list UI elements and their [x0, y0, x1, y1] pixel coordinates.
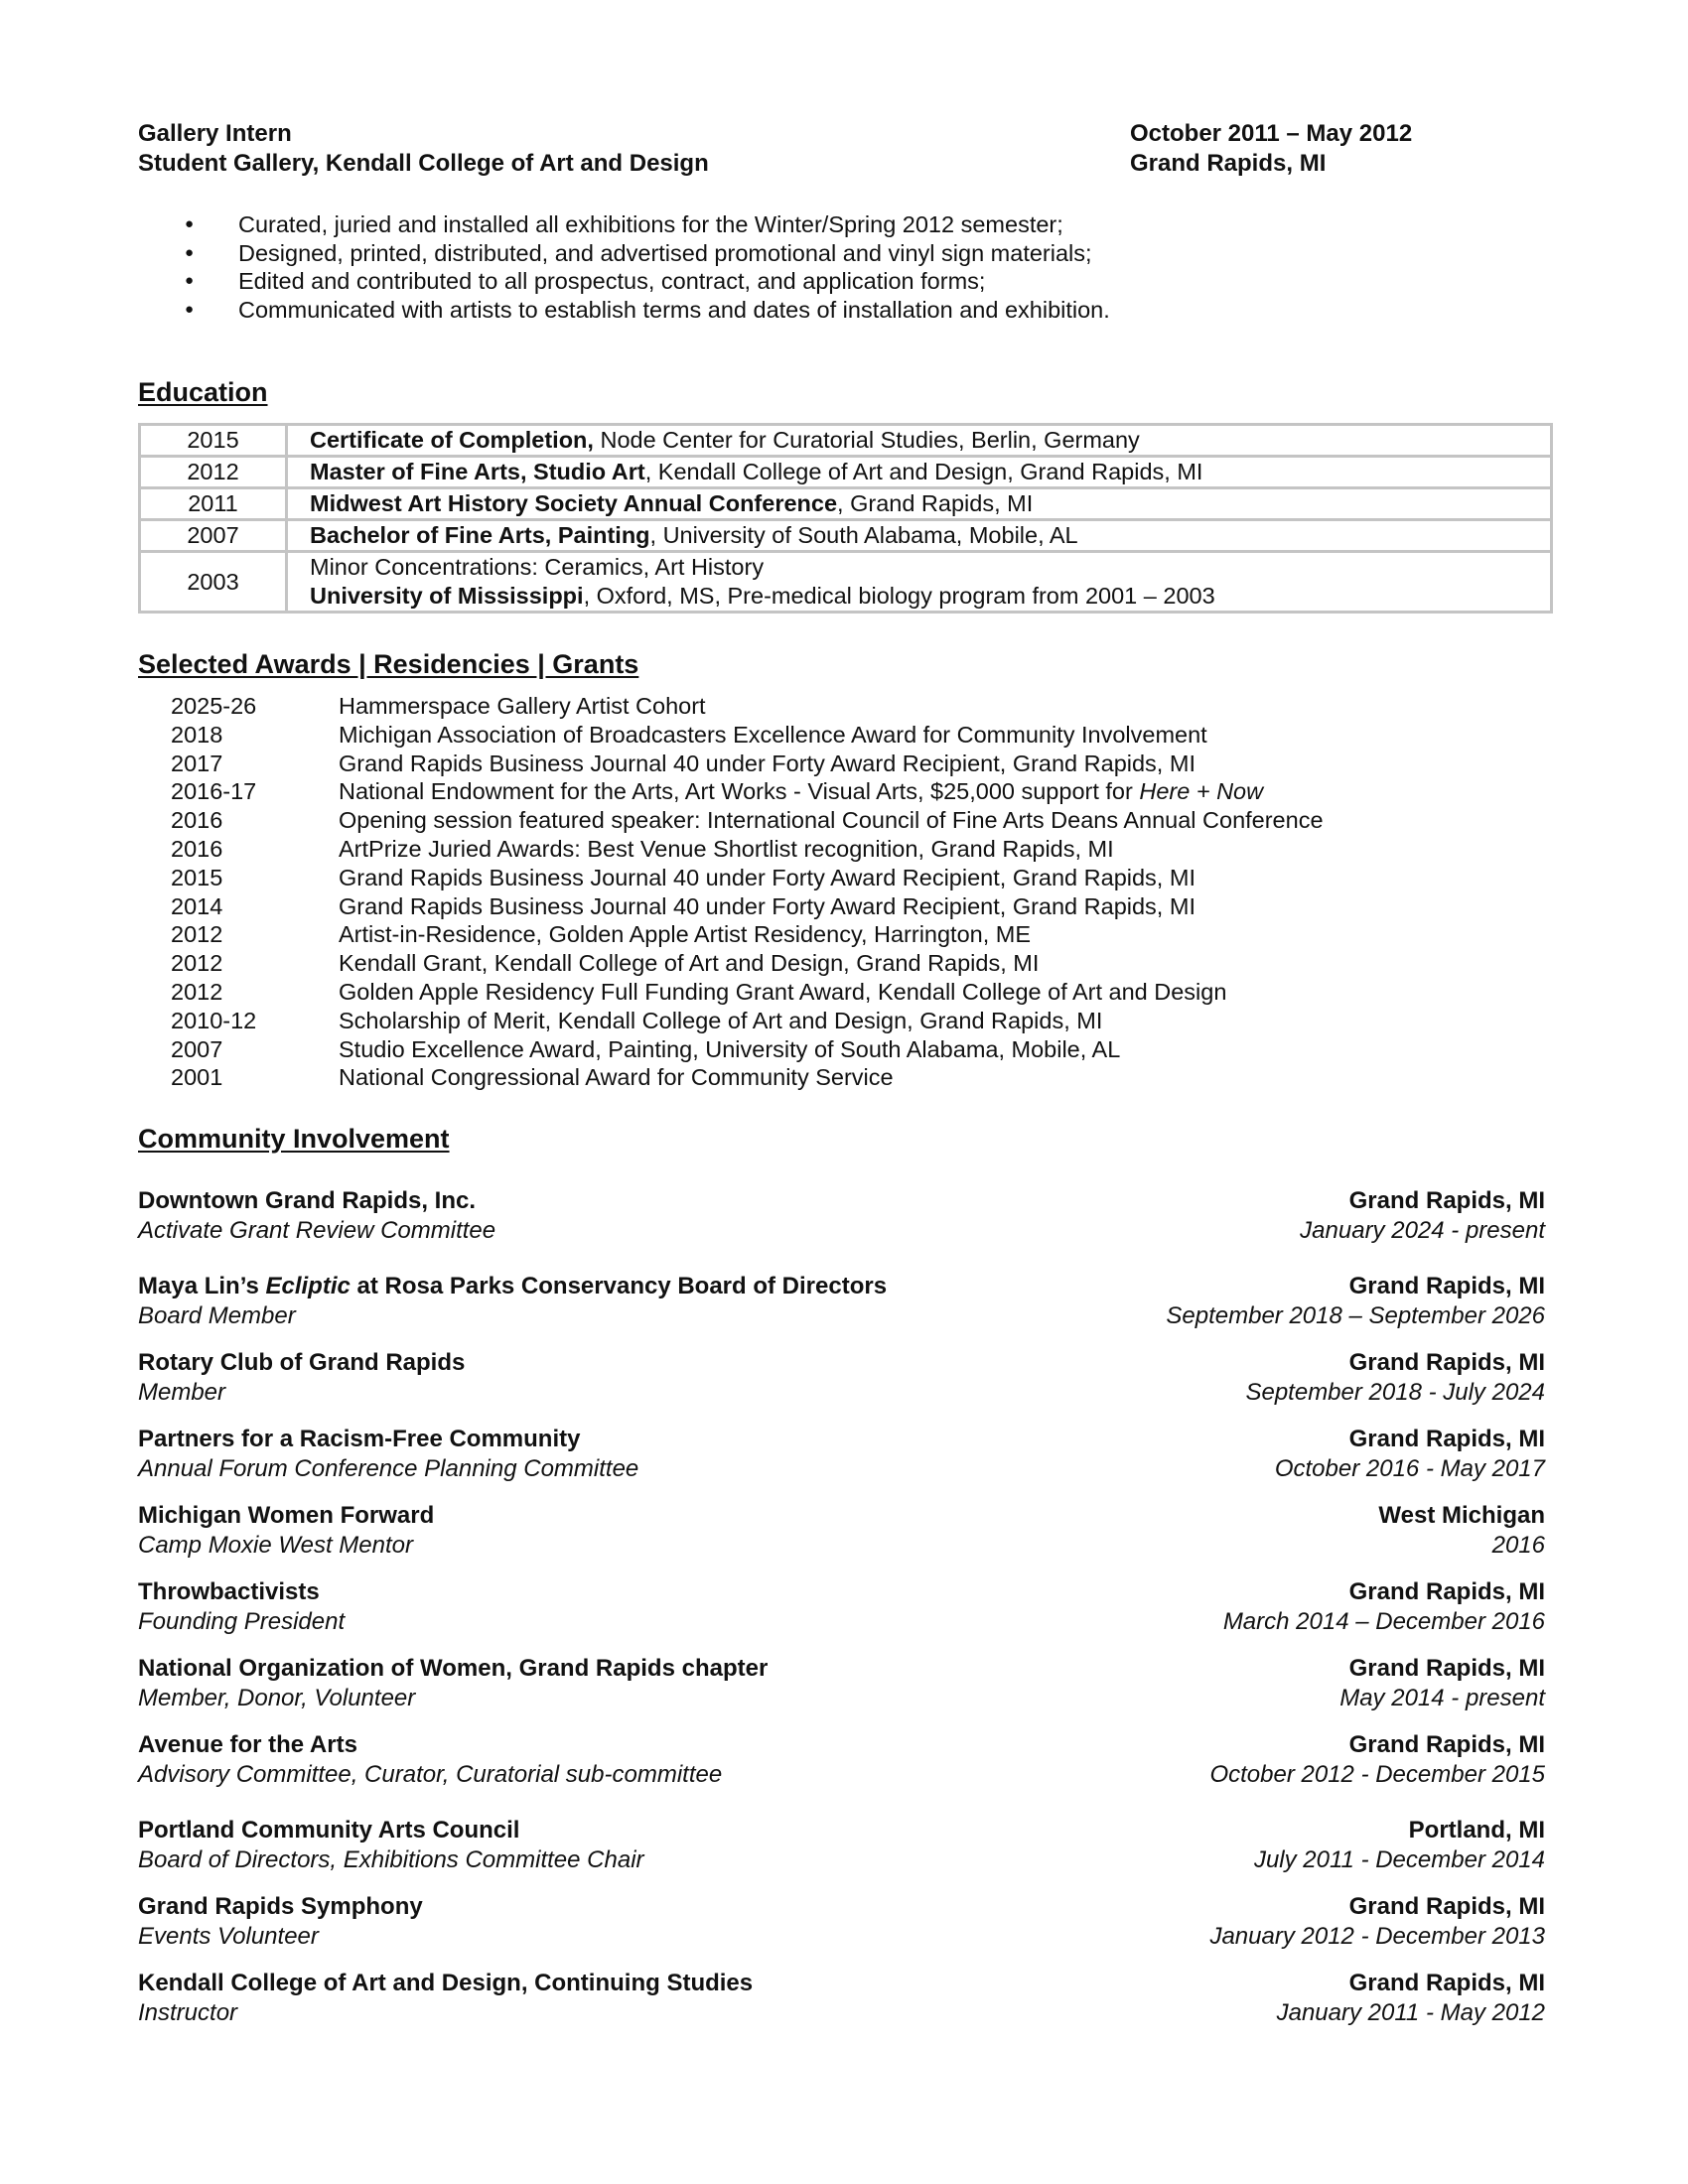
- award-year: 2016-17: [171, 778, 257, 805]
- award-text: Opening session featured speaker: International Council of Fine Arts Deans Annual Conference: [339, 807, 1324, 834]
- community-role: Board of Directors, Exhibitions Committee Chair: [138, 1845, 644, 1873]
- community-entry-header: [138, 1425, 1545, 1454]
- award-year: 2007: [171, 1035, 223, 1062]
- award-text: [339, 777, 1263, 806]
- community-org: Grand Rapids Symphony: [138, 1893, 423, 1920]
- community-dates: May 2014 - present: [1339, 1684, 1545, 1711]
- community-role: Camp Moxie West Mentor: [138, 1531, 413, 1559]
- award-row: [171, 777, 1324, 806]
- community-entry-header: [138, 1501, 1545, 1531]
- community-location: West Michigan: [1378, 1502, 1545, 1529]
- community-role: Annual Forum Conference Planning Committee: [138, 1454, 639, 1482]
- community-location: Grand Rapids, MI: [1348, 1970, 1545, 1996]
- education-degree: Bachelor of Fine Arts, Painting: [310, 522, 650, 548]
- education-desc: [288, 458, 1550, 489]
- award-year: 2017: [171, 750, 223, 776]
- education-heading: Education: [138, 377, 268, 407]
- award-text: Artist-in-Residence, Golden Apple Artist Residency, Harrington, ME: [339, 921, 1032, 948]
- community-entry-header: [138, 1816, 1545, 1845]
- education-year: 2012: [141, 458, 288, 489]
- award-year: 2015: [171, 864, 223, 890]
- education-year: 2015: [141, 426, 288, 458]
- community-entry-header: [138, 1969, 1545, 1998]
- community-role: Board Member: [138, 1301, 296, 1329]
- community-entry: [138, 1348, 1545, 1407]
- award-text: Studio Excellence Award, Painting, University of South Alabama, Mobile, AL: [339, 1035, 1121, 1062]
- community-entry-header: [138, 1348, 1545, 1378]
- education-detail: , University of South Alabama, Mobile, AL: [649, 522, 1078, 548]
- community-role: Activate Grant Review Committee: [138, 1216, 496, 1244]
- job-header-right: [1130, 119, 1412, 179]
- community-entry: [138, 1425, 1545, 1483]
- award-text: Kendall Grant, Kendall College of Art and Design, Grand Rapids, MI: [339, 950, 1040, 977]
- award-year: 2025-26: [171, 693, 257, 719]
- award-text-main: National Endowment for the Arts, Art Works - Visual Arts, $25,000 support for: [339, 778, 1140, 805]
- community-location: Grand Rapids, MI: [1348, 1893, 1545, 1920]
- community-entry: [138, 1501, 1545, 1560]
- education-degree: Master of Fine Arts, Studio Art: [310, 459, 645, 484]
- education-year: 2007: [141, 521, 288, 553]
- award-text: ArtPrize Juried Awards: Best Venue Shortlist recognition, Grand Rapids, MI: [339, 835, 1114, 862]
- community-entry-sub: [138, 1998, 1545, 2028]
- community-entry: [138, 1272, 1545, 1330]
- community-entry-header: [138, 1272, 1545, 1301]
- community-org: Portland Community Arts Council: [138, 1817, 520, 1843]
- award-year: 2012: [171, 978, 223, 1005]
- award-text: Michigan Association of Broadcasters Excellence Award for Community Involvement: [339, 721, 1207, 748]
- community-org: Kendall College of Art and Design, Continuing Studies: [138, 1970, 754, 1996]
- community-org: Partners for a Racism-Free Community: [138, 1426, 581, 1452]
- community-entry-header: [138, 1186, 1545, 1216]
- community-entry-sub: [138, 1531, 1545, 1561]
- community-org: Avenue for the Arts: [138, 1731, 357, 1758]
- education-row: [141, 426, 1550, 458]
- education-desc: [288, 489, 1550, 521]
- award-row: [171, 978, 1324, 1007]
- community-org-pre: Maya Lin’s: [138, 1273, 266, 1299]
- community-entry-sub: [138, 1684, 1545, 1713]
- community-org: [138, 1272, 887, 1301]
- award-row: [171, 864, 1324, 892]
- bullet-item: ● Edited and contributed to all prospectus, contract, and application forms;: [185, 267, 1110, 296]
- award-text: Grand Rapids Business Journal 40 under Forty Award Recipient, Grand Rapids, MI: [339, 864, 1196, 890]
- community-role: Advisory Committee, Curator, Curatorial sub-committee: [138, 1760, 723, 1788]
- job-bullet-list: [185, 210, 1110, 325]
- community-entry: [138, 1654, 1545, 1712]
- award-year: 2012: [171, 950, 223, 977]
- award-year: 2010-12: [171, 1007, 257, 1033]
- community-entry: [138, 1816, 1545, 1874]
- community-entry: [138, 1730, 1545, 1789]
- community-dates: October 2012 - December 2015: [1209, 1760, 1545, 1788]
- community-entry-sub: [138, 1760, 1545, 1790]
- community-entry: [138, 1892, 1545, 1951]
- bullet-item: ● Curated, juried and installed all exhibitions for the Winter/Spring 2012 semester;: [185, 210, 1110, 239]
- education-row: [141, 458, 1550, 489]
- award-year: 2001: [171, 1064, 223, 1091]
- education-detail: Node Center for Curatorial Studies, Berlin, Germany: [593, 427, 1140, 453]
- award-year: 2018: [171, 721, 223, 748]
- education-desc: [288, 426, 1550, 458]
- community-entry-header: [138, 1892, 1545, 1922]
- award-year: 2016: [171, 807, 223, 834]
- community-location: Grand Rapids, MI: [1348, 1655, 1545, 1682]
- award-row: [171, 949, 1324, 978]
- community-role: Instructor: [138, 1998, 238, 2026]
- community-org-post: at Rosa Parks Conservancy Board of Directors: [350, 1273, 888, 1299]
- job-location: Grand Rapids, MI: [1130, 150, 1327, 177]
- community-entry-sub: [138, 1216, 1545, 1246]
- bullet-item: ● Designed, printed, distributed, and advertised promotional and vinyl sign materials;: [185, 239, 1110, 268]
- community-entry-header: [138, 1730, 1545, 1760]
- community-entry-sub: [138, 1454, 1545, 1484]
- education-degree: Certificate of Completion,: [310, 427, 594, 453]
- community-dates: October 2016 - May 2017: [1274, 1454, 1545, 1482]
- awards-heading: Selected Awards | Residencies | Grants: [138, 649, 639, 679]
- award-row: [171, 835, 1324, 864]
- community-location: Grand Rapids, MI: [1348, 1578, 1545, 1605]
- award-row: [171, 806, 1324, 835]
- bullet-item: ● Communicated with artists to establish terms and dates of installation and exhibition.: [185, 296, 1110, 325]
- job-header-left: [138, 119, 709, 179]
- award-row: [171, 750, 1324, 778]
- community-role: Member: [138, 1378, 226, 1406]
- award-row: [171, 692, 1324, 721]
- community-dates: July 2011 - December 2014: [1253, 1845, 1545, 1873]
- community-entry: [138, 1577, 1545, 1636]
- education-detail: , Grand Rapids, MI: [837, 490, 1034, 516]
- award-row: [171, 892, 1324, 921]
- education-row: [141, 489, 1550, 521]
- community-entry-header: [138, 1577, 1545, 1607]
- community-location: Grand Rapids, MI: [1348, 1731, 1545, 1758]
- community-role: Founding President: [138, 1607, 346, 1635]
- education-year: 2003: [141, 553, 288, 611]
- community-dates: September 2018 – September 2026: [1166, 1301, 1545, 1329]
- community-dates: January 2024 - present: [1300, 1216, 1545, 1244]
- education-table: [138, 423, 1553, 614]
- community-role: Member, Donor, Volunteer: [138, 1684, 416, 1711]
- community-heading: Community Involvement: [138, 1124, 450, 1154]
- award-row: [171, 1035, 1324, 1064]
- community-dates: March 2014 – December 2016: [1222, 1607, 1545, 1635]
- award-row: [171, 920, 1324, 949]
- community-location: Portland, MI: [1408, 1817, 1545, 1843]
- education-desc: [288, 521, 1550, 553]
- community-org: Michigan Women Forward: [138, 1502, 435, 1529]
- education-degree: Midwest Art History Society Annual Conference: [310, 490, 838, 516]
- community-org: National Organization of Women, Grand Rapids chapter: [138, 1655, 769, 1682]
- award-row: [171, 1063, 1324, 1092]
- community-role: Events Volunteer: [138, 1922, 319, 1950]
- education-row: [141, 521, 1550, 553]
- community-location: Grand Rapids, MI: [1348, 1187, 1545, 1214]
- community-entry-sub: [138, 1378, 1545, 1408]
- award-text: Hammerspace Gallery Artist Cohort: [339, 693, 706, 719]
- community-entry: [138, 1186, 1545, 1245]
- education-degree: University of Mississippi: [310, 583, 584, 609]
- community-org: Downtown Grand Rapids, Inc.: [138, 1187, 477, 1214]
- award-text-italic: Here + Now: [1139, 778, 1264, 805]
- job-organization: Student Gallery, Kendall College of Art and Design: [138, 150, 709, 177]
- community-dates: 2016: [1491, 1531, 1545, 1559]
- community-dates: September 2018 - July 2024: [1245, 1378, 1545, 1406]
- education-year: 2011: [141, 489, 288, 521]
- education-row: [141, 553, 1550, 611]
- community-entry-sub: [138, 1922, 1545, 1952]
- education-desc: [288, 553, 1550, 611]
- award-year: 2014: [171, 892, 223, 919]
- awards-list: [171, 692, 1324, 1092]
- award-text: Grand Rapids Business Journal 40 under Forty Award Recipient, Grand Rapids, MI: [339, 892, 1196, 919]
- community-location: Grand Rapids, MI: [1348, 1349, 1545, 1376]
- community-location: Grand Rapids, MI: [1348, 1426, 1545, 1452]
- job-title: Gallery Intern: [138, 120, 292, 147]
- education-detail: , Kendall College of Art and Design, Grand Rapids, MI: [644, 459, 1203, 484]
- community-entry-sub: [138, 1845, 1545, 1875]
- community-org-italic: Ecliptic: [265, 1273, 351, 1299]
- community-dates: January 2012 - December 2013: [1209, 1922, 1545, 1950]
- award-year: 2016: [171, 835, 223, 862]
- award-year: 2012: [171, 921, 223, 948]
- community-entry-sub: [138, 1301, 1545, 1331]
- award-text: Scholarship of Merit, Kendall College of Art and Design, Grand Rapids, MI: [339, 1007, 1103, 1033]
- community-entry-sub: [138, 1607, 1545, 1637]
- community-entry-header: [138, 1654, 1545, 1684]
- community-dates: January 2011 - May 2012: [1276, 1998, 1545, 2026]
- education-detail: , Oxford, MS, Pre-medical biology program from 2001 – 2003: [583, 583, 1215, 609]
- award-row: [171, 1007, 1324, 1035]
- award-text: Golden Apple Residency Full Funding Grant Award, Kendall College of Art and Design: [339, 978, 1227, 1005]
- community-location: Grand Rapids, MI: [1348, 1273, 1545, 1299]
- community-org: Throwbactivists: [138, 1578, 320, 1605]
- job-dates: October 2011 – May 2012: [1130, 120, 1413, 147]
- education-minor: Minor Concentrations: Ceramics, Art History: [310, 554, 765, 580]
- award-row: [171, 721, 1324, 750]
- award-text: National Congressional Award for Community Service: [339, 1064, 894, 1091]
- community-entry: [138, 1969, 1545, 2027]
- award-text: Grand Rapids Business Journal 40 under Forty Award Recipient, Grand Rapids, MI: [339, 750, 1196, 776]
- community-org: Rotary Club of Grand Rapids: [138, 1349, 466, 1376]
